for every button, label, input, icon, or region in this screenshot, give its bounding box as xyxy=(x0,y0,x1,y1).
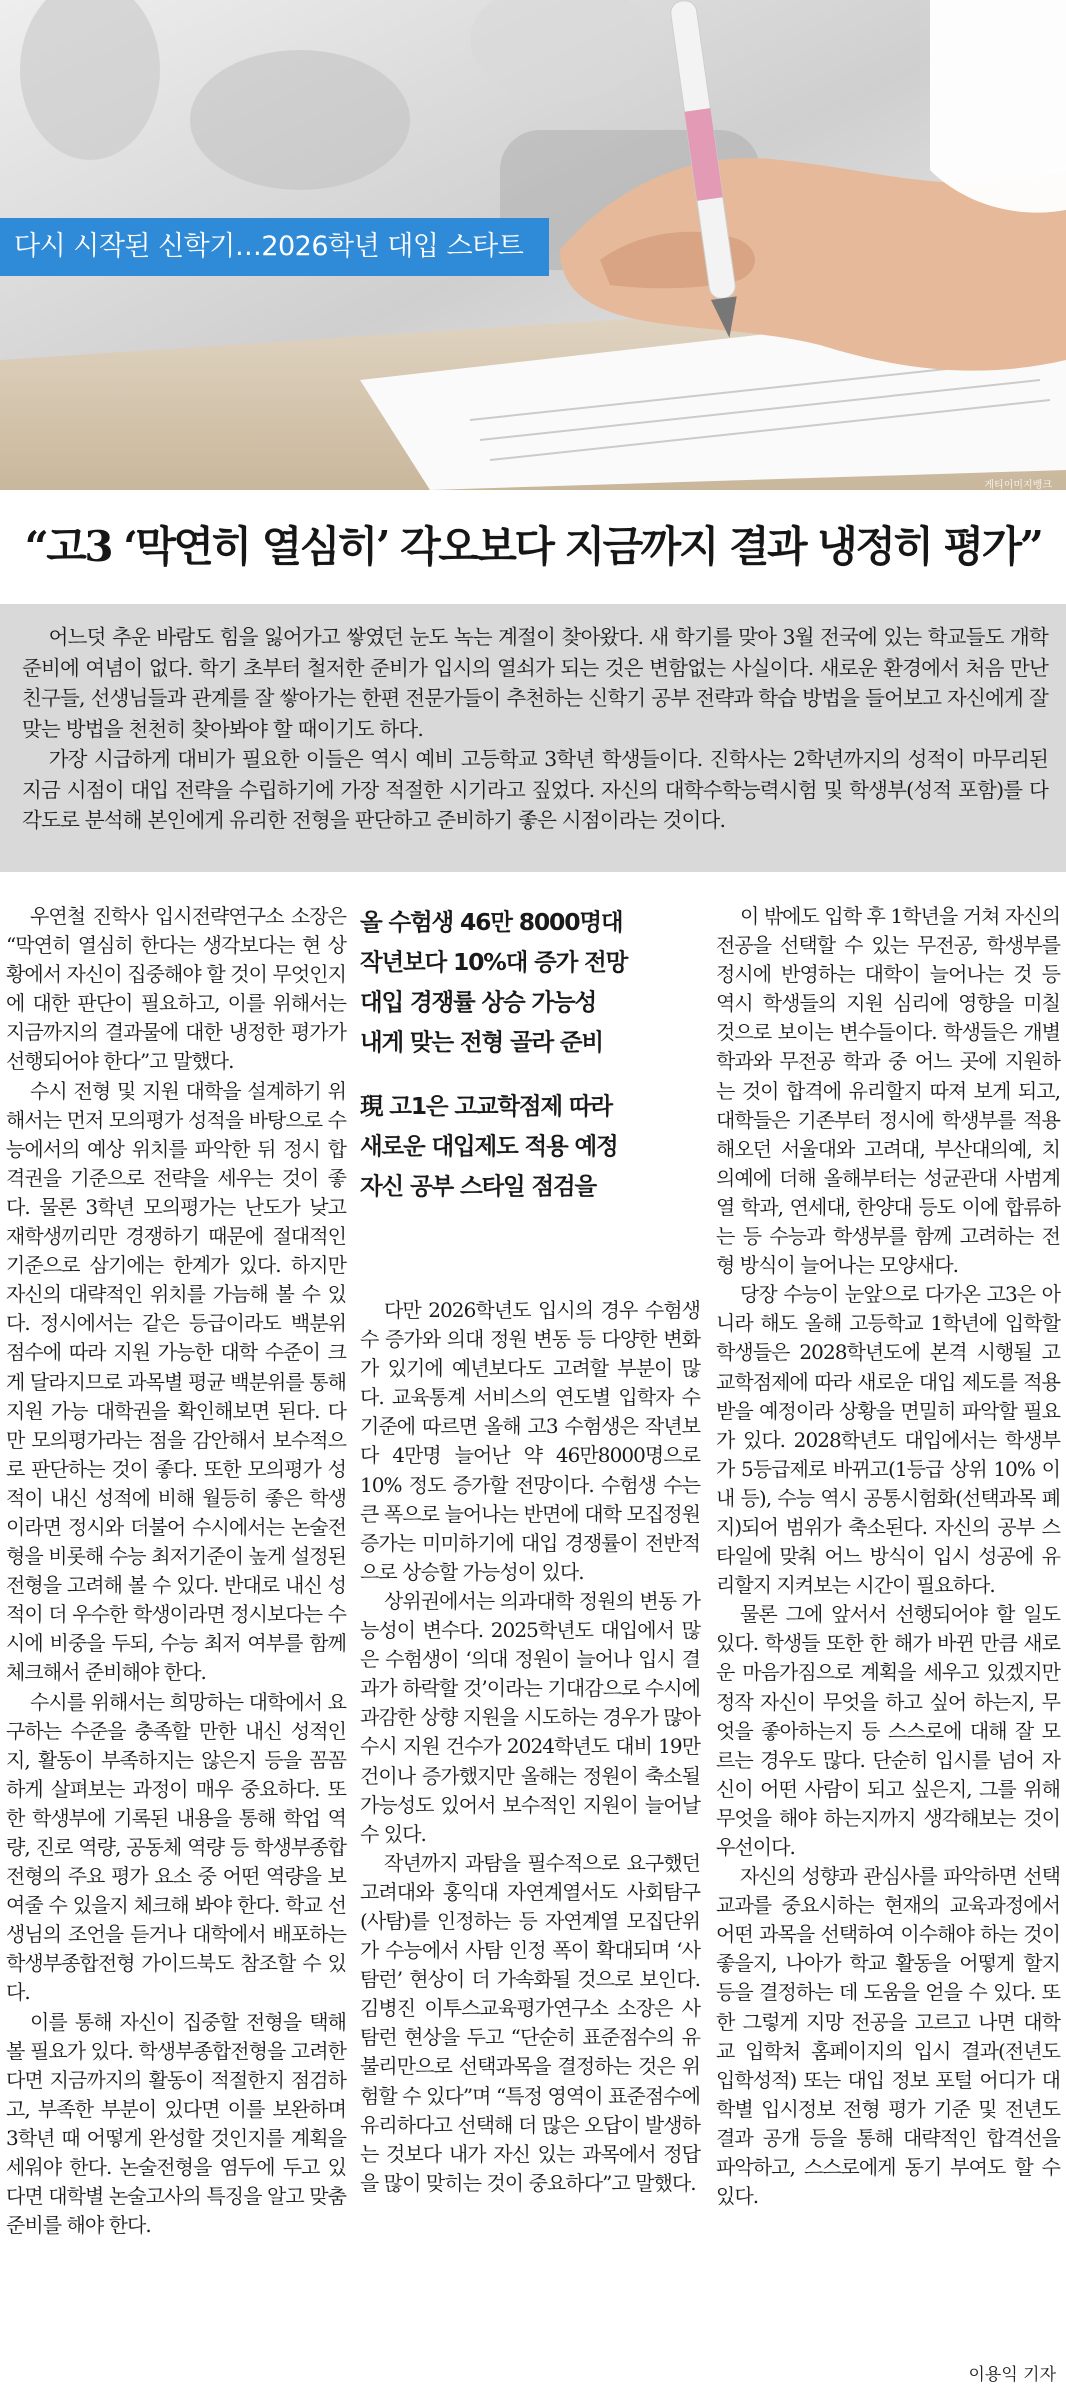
body-paragraph: 다만 2026학년도 입시의 경우 수험생 수 증가와 의대 정원 변동 등 다양한 변화가 있기에 예년보다도 고려할 부분이 많다. 교육통계 서비스의 연도별 입학자 수 기준에 따르면 올해 고3 수험생은 작년보다 4만명 늘어난 약 46만8000명으로 10% 정도 증가할 전망이다. 수험생 수는 큰 폭으로 늘어나는 반면에 대학 모집정원 증가는 미미하기에 대입 경쟁률이 전반적으로 상승할 가능성이 있다. xyxy=(360,1298,700,1584)
lead-box xyxy=(0,604,1066,872)
byline: 이용익 기자 xyxy=(968,2365,1056,2385)
photo-caption: 다시 시작된 신학기…2026학년 대입 스타트 xyxy=(0,218,549,276)
subheading: 現 고1은 고교학점제 따라 xyxy=(360,1092,612,1120)
article-column-1 xyxy=(6,902,346,2240)
subheadings xyxy=(360,902,700,1206)
body-paragraph: 수시 전형 및 지원 대학을 설계하기 위해서는 먼저 모의평가 성적을 바탕으로 수능에서의 예상 위치를 파악한 뒤 정시 합격권을 기준으로 전략을 세우는 것이 좋다. 물론 3학년 모의평가는 난도가 낮고 재학생끼리만 경쟁하기 때문에 절대적인 기준으로 삼기에는 한계가 있다. 하지만 자신의 대략적인 위치를 가늠해 볼 수 있다. 정시에서는 같은 등급이라도 백분위 점수에 따라 지원 가능한 대학 수준이 크게 달라지므로 과목별 평균 백분위를 통해 지원 가능 대학권을 확인해보면 된다. 다만 모의평가라는 점을 감안해서 보수적으로 판단하는 것이 좋다. 또한 모의평가 성적이 내신 성적에 비해 월등히 좋은 학생이라면 정시와 더불어 수시에서는 논술전형을 비롯해 수능 최저기준이 높게 설정된 전형을 고려해 볼 수 있다. 반대로 내신 성적이 더 우수한 학생이라면 정시보다는 수시에 비중을 두되, 수능 최저 여부를 함께 체크해서 준비해야 한다. xyxy=(6,1078,346,1685)
body-paragraph: 상위권에서는 의과대학 정원의 변동 가능성이 변수다. 2025학년도 대입에서 많은 수험생이 ‘의대 정원이 늘어나 입시 결과가 하락할 것’이라는 기대감으로 수시에 과감한 상향 지원을 시도하는 경우가 많아 수시 지원 건수가 2024학년도 대비 19만건이나 증가했지만 올해는 정원이 축소될 가능성도 있어서 보수적인 지원이 늘어날 수 있다. xyxy=(360,1588,700,1846)
body-paragraph: 이 밖에도 입학 후 1학년을 거쳐 자신의 전공을 선택할 수 있는 무전공, 학생부를 정시에 반영하는 대학이 늘어나는 것 등 역시 학생들의 지원 심리에 영향을 미칠 것으로 보이는 변수들이다. 학생들은 개별 학과와 무전공 학과 중 어느 곳에 지원하는 것이 합격에 유리할지 따져 보게 되고, 대학들은 기존부터 정시에 학생부를 적용해오던 서울대와 고려대, 부산대의예, 치의예에 더해 올해부터는 성균관대 사범계열 학과, 연세대, 한양대 등도 이에 합류하는 등 수능과 학생부를 함께 고려하는 전형 방식이 늘어나는 모양새다. xyxy=(716,904,1060,1278)
subheading: 내게 맞는 전형 골라 준비 xyxy=(360,1028,603,1056)
body-paragraph: 이를 통해 자신이 집중할 전형을 택해 볼 필요가 있다. 학생부종합전형을 고려한다면 지금까지의 활동이 적절한지 점검하고, 부족한 부분이 있다면 이를 보완하며 3학년 때 어떻게 완성할 것인지를 계획을 세워야 한다. 논술전형을 염두에 두고 있다면 대학별 논술고사의 특징을 알고 맞춤 준비를 해야 한다. xyxy=(6,2009,346,2238)
article-column-3 xyxy=(716,902,1060,2211)
subheading: 대입 경쟁률 상승 가능성 xyxy=(360,988,596,1016)
photo-credit: 게티이미지뱅크 xyxy=(984,480,1052,490)
body-paragraph: 자신의 성향과 관심사를 파악하면 선택 교과를 중요시하는 현재의 교육과정에서 어떤 과목을 선택하여 이수해야 하는 것이 좋을지, 나아가 학교 활동을 어떻게 할지 등을 결정하는 데 도움을 얻을 수 있다. 또한 그렇게 지망 전공을 고르고 나면 대학교 입학처 홈페이지의 입시 결과(전년도 입학성적) 또는 대입 정보 포털 어디가 대학별 입시정보 전형 평가 기준 및 전년도 결과 공개 등을 통해 대략적인 합격선을 파악하고, 스스로에게 동기 부여도 할 수 있다. xyxy=(716,1864,1060,2209)
body-paragraph: 작년까지 과탐을 필수적으로 요구했던 고려대와 홍익대 자연계열서도 사회탐구(사탐)를 인정하는 등 자연계열 모집단위가 수능에서 사탐 인정 폭이 확대되며 ‘사탐런’ 현상이 더 가속화될 것으로 보인다. 김병진 이투스교육평가연구소 소장은 사탐런 현상을 두고 “단순히 표준점수의 유불리만으로 선택과목을 결정하는 것은 위험할 수 있다”며 “특정 영역이 표준점수에 유리하다고 선택해 더 많은 오답이 발생하는 것보다 내가 자신 있는 과목에서 정답을 많이 맞히는 것이 중요하다”고 말했다. xyxy=(360,1850,700,2195)
body-paragraph: 수시를 위해서는 희망하는 대학에서 요구하는 수준을 충족할 만한 내신 성적인지, 활동이 부족하지는 않은지 등을 꼼꼼하게 살펴보는 과정이 매우 중요하다. 또한 학생부에 기록된 내용을 통해 학업 역량, 진로 역량, 공동체 역량 등 학생부종합전형의 주요 평가 요소 중 어떤 역량을 보여줄 수 있을지 체크해 봐야 한다. 학교 선생님의 조언을 듣거나 대학에서 배포하는 학생부종합전형 가이드북도 참조할 수 있다. xyxy=(6,1689,346,2005)
lead-paragraph: 어느덧 추운 바람도 힘을 잃어가고 쌓였던 눈도 녹는 계절이 찾아왔다. 새 학기를 맞아 3월 전국에 있는 학교들도 개학 준비에 여념이 없다. 학기 초부터 철저한 준비가 입시의 열쇠가 되는 것은 변함없는 사실이다. 새로운 환경에서 처음 만난 친구들, 선생님들과 관계를 잘 쌓아가는 한편 전문가들이 추천하는 신학기 공부 전략과 학습 방법을 들어보고 자신에게 잘 맞는 방법을 천천히 찾아봐야 할 때이기도 하다. xyxy=(22,625,1048,741)
article-headline: “고3 ‘막연히 열심히’ 각오보다 지금까지 결과 냉정히 평가” xyxy=(24,522,1042,571)
body-paragraph: 물론 그에 앞서서 선행되어야 할 일도 있다. 학생들 또한 한 해가 바뀐 만큼 새로운 마음가짐으로 계획을 세우고 있겠지만 정작 자신이 무엇을 하고 싶어 하는지, 무엇을 좋아하는지 등 스스로에 대해 잘 모르는 경우도 많다. 단순히 입시를 넘어 자신이 어떤 사람이 되고 싶은지, 그를 위해 무엇을 해야 하는지까지 생각해보는 것이 우선이다. xyxy=(716,1602,1060,1859)
body-paragraph: 우연철 진학사 입시전략연구소 소장은 “막연히 열심히 한다는 생각보다는 현 상황에서 자신이 집중해야 할 것이 무엇인지에 대한 판단이 필요하고, 이를 위해서는 지금까지의 결과물에 대한 냉정한 평가가 선행되어야 한다”고 말했다. xyxy=(6,904,346,1074)
lead-paragraph: 가장 시급하게 대비가 필요한 이들은 역시 예비 고등학교 3학년 학생들이다. 진학사는 2학년까지의 성적이 마무리된 지금 시점이 대입 전략을 수립하기에 가장 적절한 시기라고 짚었다. 자신의 대학수학능력시험 및 학생부(성적 포함)를 다각도로 분석해 본인에게 유리한 전형을 판단하고 준비하기 좋은 시점이라는 것이다. xyxy=(22,747,1048,832)
body-paragraph: 당장 수능이 눈앞으로 다가온 고3은 아니라 해도 올해 고등학교 1학년에 입학할 학생들은 2028학년도에 본격 시행될 고교학점제에 따라 새로운 대입 제도를 적용 받을 예정이라 상황을 면밀히 파악할 필요가 있다. 2028학년도 대입에서는 학생부가 5등급제로 바뀌고(1등급 상위 10% 이내 등), 수능 역시 공통시험화(선택과목 폐지)되어 범위가 축소된다. 자신의 공부 스타일에 맞춰 어느 방식이 입시 성공에 유리할지 지켜보는 시간이 필요하다. xyxy=(716,1282,1060,1598)
hero-photo xyxy=(0,0,1066,490)
subheading: 올 수험생 46만 8000명대 xyxy=(360,908,623,936)
subheading: 새로운 대입제도 적용 예정 xyxy=(360,1132,618,1160)
article-column-2 xyxy=(360,1296,700,2198)
subheading: 자신 공부 스타일 점검을 xyxy=(360,1172,596,1200)
subheading: 작년보다 10%대 증가 전망 xyxy=(360,948,628,976)
